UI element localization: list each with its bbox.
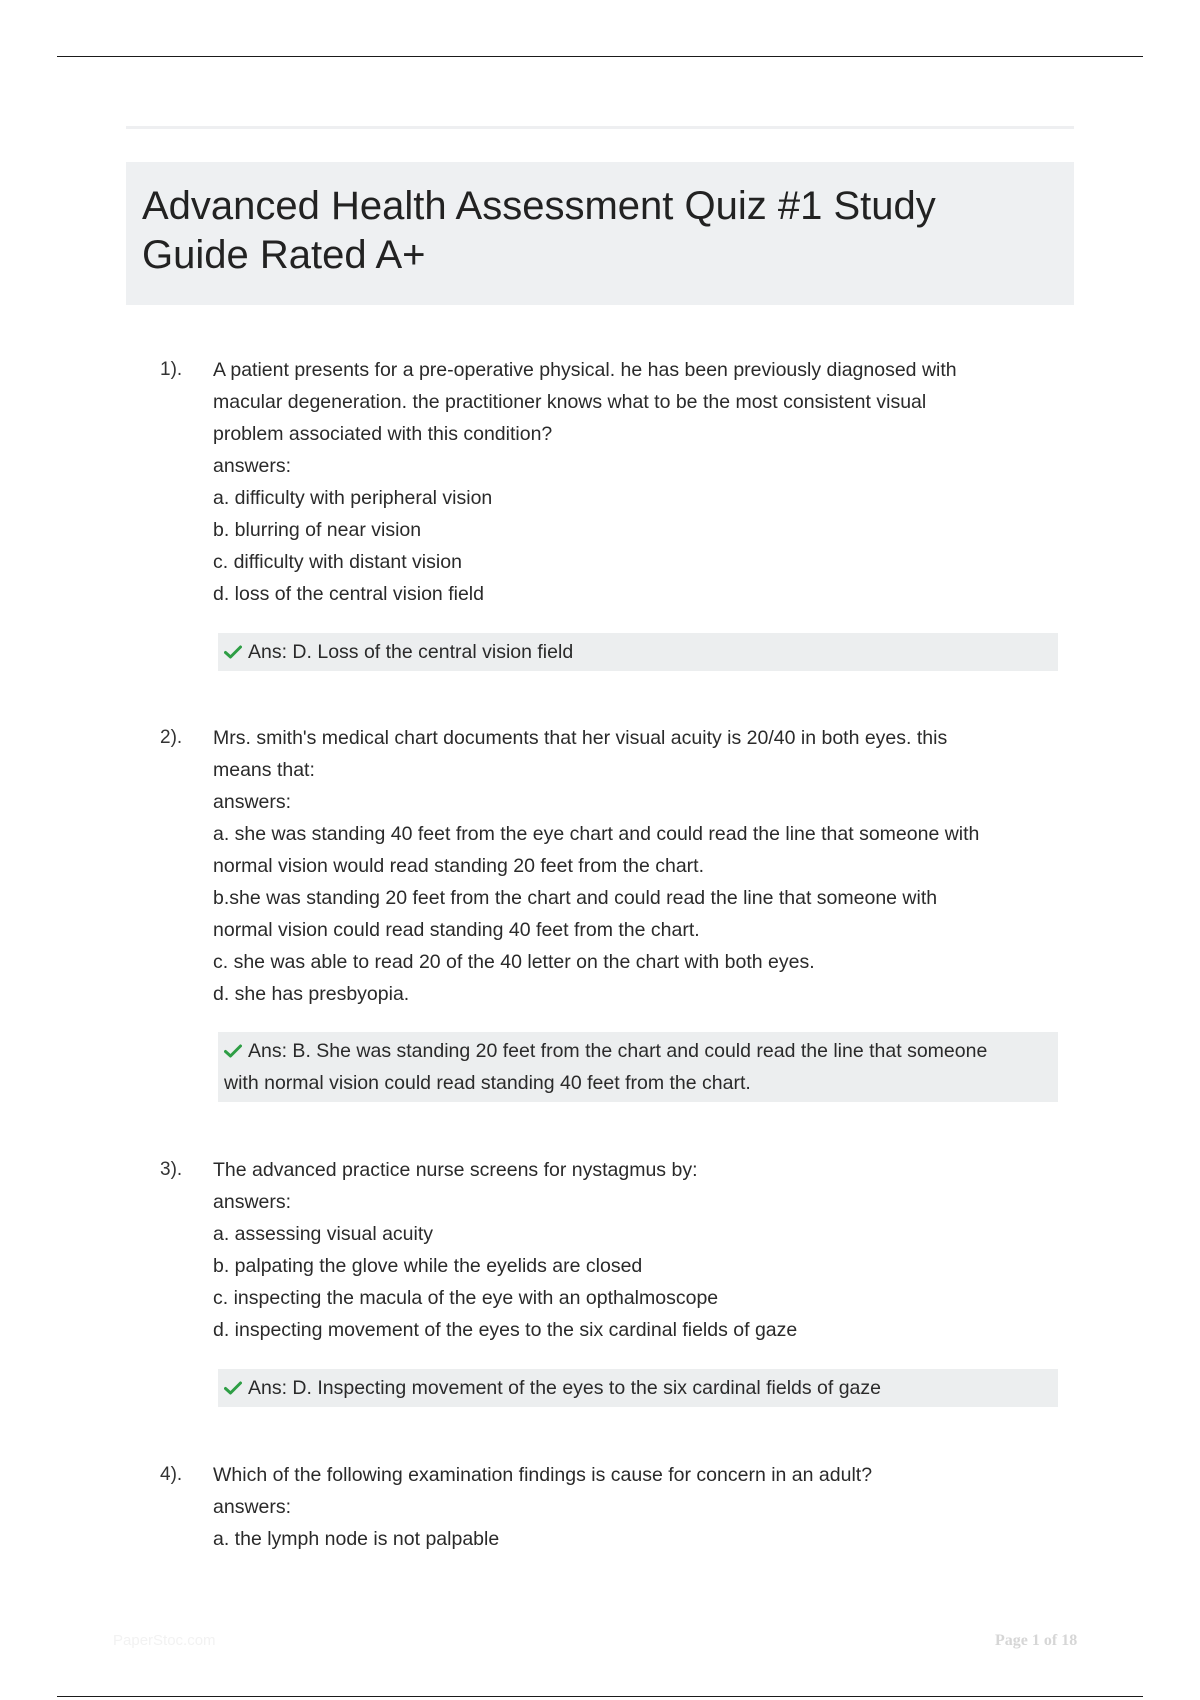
answer-box-2 [218, 1032, 1058, 1102]
option-c: c. she was able to read 20 of the 40 letter on the chart with both eyes. [213, 951, 815, 973]
document-title [142, 182, 1058, 280]
check-icon [224, 1381, 242, 1395]
answers-label: answers: [213, 1191, 292, 1213]
title-banner [126, 162, 1074, 305]
option-c: c. difficulty with distant vision [213, 551, 462, 573]
option-b: b. blurring of near vision [213, 519, 422, 541]
header-divider [126, 126, 1074, 129]
top-border-rule [57, 56, 1143, 57]
question-line: The advanced practice nurse screens for nystagmus by: [213, 1159, 698, 1181]
title-line-2: Guide Rated A+ [142, 233, 426, 277]
question-body [213, 722, 1071, 1010]
option-a: a. assessing visual acuity [213, 1223, 434, 1245]
answer-box-3 [218, 1369, 1058, 1407]
answer-line-continued: with normal vision could read standing 40 feet from the chart. [224, 1072, 751, 1094]
answer-line [224, 636, 1052, 668]
question-body [213, 1459, 1071, 1555]
footer-watermark: PaperStoc.com [113, 1632, 216, 1649]
answer-box-1 [218, 633, 1058, 671]
question-line: macular degeneration. the practitioner knows what to be the most consistent visual [213, 391, 927, 413]
question-number: 2). [160, 727, 183, 748]
option-a: a. she was standing 40 feet from the eye chart and could read the line that someone with [213, 823, 980, 845]
question-line: Mrs. smith's medical chart documents that her visual acuity is 20/40 in both eyes. this [213, 727, 948, 749]
question-line: Which of the following examination findings is cause for concern in an adult? [213, 1464, 873, 1486]
answer-line [224, 1035, 1052, 1067]
title-line-1: Advanced Health Assessment Quiz #1 Study [142, 184, 936, 228]
answer-text: Ans: D. Loss of the central vision field [248, 641, 574, 663]
answers-label: answers: [213, 791, 292, 813]
question-number: 3). [160, 1159, 183, 1180]
question-body [213, 1154, 1071, 1346]
check-icon [224, 645, 242, 659]
option-b: b.she was standing 20 feet from the chart and could read the line that someone with [213, 887, 938, 909]
option-d: d. loss of the central vision field [213, 583, 484, 605]
option-b: b. palpating the glove while the eyelids are closed [213, 1255, 643, 1277]
option-d: d. she has presbyopia. [213, 983, 410, 1005]
question-line: problem associated with this condition? [213, 423, 553, 445]
answers-label: answers: [213, 1496, 292, 1518]
option-d: d. inspecting movement of the eyes to the six cardinal fields of gaze [213, 1319, 798, 1341]
answers-label: answers: [213, 455, 292, 477]
answer-line [224, 1372, 1052, 1404]
answer-text: Ans: B. She was standing 20 feet from the chart and could read the line that someone [248, 1040, 988, 1062]
question-body [213, 354, 1071, 610]
option-c: c. inspecting the macula of the eye with an opthalmoscope [213, 1287, 719, 1309]
question-line: means that: [213, 759, 315, 781]
option-a-continued: normal vision would read standing 20 feet from the chart. [213, 855, 705, 877]
option-a: a. the lymph node is not palpable [213, 1528, 500, 1550]
option-b-continued: normal vision could read standing 40 feet from the chart. [213, 919, 700, 941]
question-number: 1). [160, 359, 183, 380]
option-a: a. difficulty with peripheral vision [213, 487, 493, 509]
page-number: Page 1 of 18 [995, 1632, 1078, 1649]
question-line: A patient presents for a pre-operative physical. he has been previously diagnosed with [213, 359, 957, 381]
check-icon [224, 1044, 242, 1058]
answer-text: Ans: D. Inspecting movement of the eyes to the six cardinal fields of gaze [248, 1377, 881, 1399]
question-number: 4). [160, 1464, 183, 1485]
bottom-border-rule [57, 1696, 1143, 1697]
